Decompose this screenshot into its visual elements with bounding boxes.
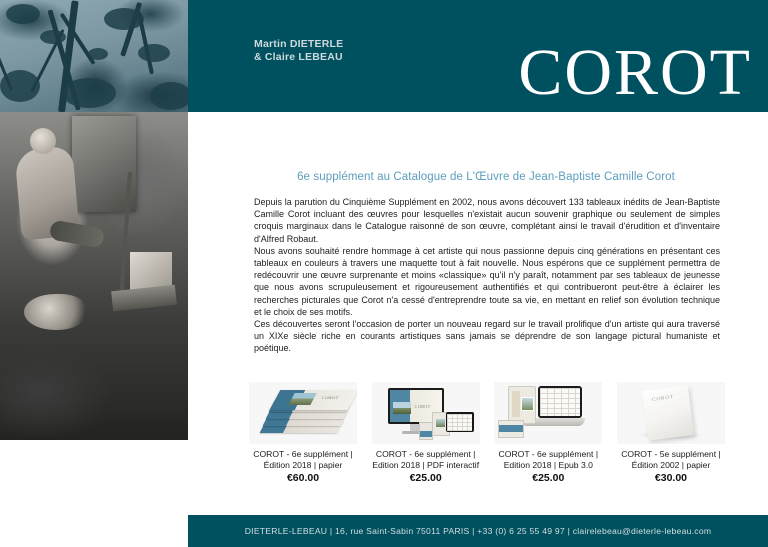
book-cover-title: COROT [321,395,341,400]
intro-paragraph-2: Nous avons souhaité rendre hommage à cet artiste qui nous passionne depuis cinq générations en présentant ces tableaux en couleurs à travers une maquette tout à fait nouvelle. Nous espérons que ce supplément permettra de redécouvrir une œuvre surprenante et moins «classique» qu'il n'y paraît, notamment par ses tableaux de jeunesse que nous avons scrupuleusement et rigoureusement authentifiés et qui contribueront peut-être à éclairer les recherches picturales que Corot n'a cessé d'entreprendre toute sa vie, en mettant en relief son évolution technique et le choix de ses motifs. [254,245,720,317]
stacked-paper-books-thumbnail[interactable] [249,382,357,444]
intro-paragraph-3: Ces découvertes seront l'occasion de porter un nouveau regard sur le travail prolifique d'un artiste qui aura traversé un XIXe siècle riche en courants artistiques sans jamais se déprendre de son langage pictural humaniste et poétique. [254,319,720,354]
product-caption: COROT - 5e supplément | Édition 2002 | papier [621,449,721,470]
product-caption: COROT - 6e supplément | Edition 2018 | Epub 3.0 [498,449,599,470]
authors-block [254,38,343,64]
product-price: €25.00 [532,472,565,485]
book-cover-title: COROT [651,394,675,404]
grayscale-painter-photo-lower [0,112,188,440]
white-paper-book-thumbnail[interactable] [617,382,725,444]
desktop-monitor-devices-thumbnail[interactable] [372,382,480,444]
intro-text [254,196,720,355]
footer-band [188,515,768,547]
screen-cover-title: COROT [414,404,431,409]
intro-paragraph-1: Depuis la parution du Cinquième Supplément en 2002, nous avons découvert 133 tableaux inédits de Jean-Baptiste Camille Corot incluant des œuvres pour lesquelles n'existait aucun souvenir graphique ou seulement de simples croquis marginaux dans le Catalogue raisonné de son œuvre, complétant ainsi le travail d'érudition et d'inventaire d'Alfred Robaut. [254,197,720,244]
product-card[interactable] [369,382,483,484]
header-band [188,0,768,112]
footer-contact-text: DIETERLE-LEBEAU | 16, rue Saint-Sabin 75011 PARIS | +33 (0) 6 25 55 49 97 | clairelebeau@dieterle-lebeau.com [244,526,712,536]
hero-photograph [0,0,188,440]
product-card[interactable] [491,382,605,484]
author-line-2: & Claire LEBEAU [254,51,343,63]
main-content [188,112,768,515]
product-caption: COROT - 6e supplément | Edition 2018 | PDF interactif [372,449,480,470]
catalogue-subtitle: 6e supplément au Catalogue de L'Œuvre de Jean-Baptiste Camille Corot [297,171,675,183]
product-card[interactable] [614,382,728,484]
product-price: €30.00 [654,472,688,485]
product-card[interactable] [246,382,360,484]
tablet-laptop-devices-thumbnail[interactable] [494,382,602,444]
product-caption: COROT - 6e supplément | Édition 2018 | papier [253,449,353,470]
author-line-1: Martin DIETERLE [254,38,344,50]
product-price: €60.00 [286,472,320,485]
duotone-trees-photo-upper [0,0,188,112]
page-title: COROT [518,36,752,109]
product-price: €25.00 [409,472,442,485]
product-grid [246,382,728,484]
